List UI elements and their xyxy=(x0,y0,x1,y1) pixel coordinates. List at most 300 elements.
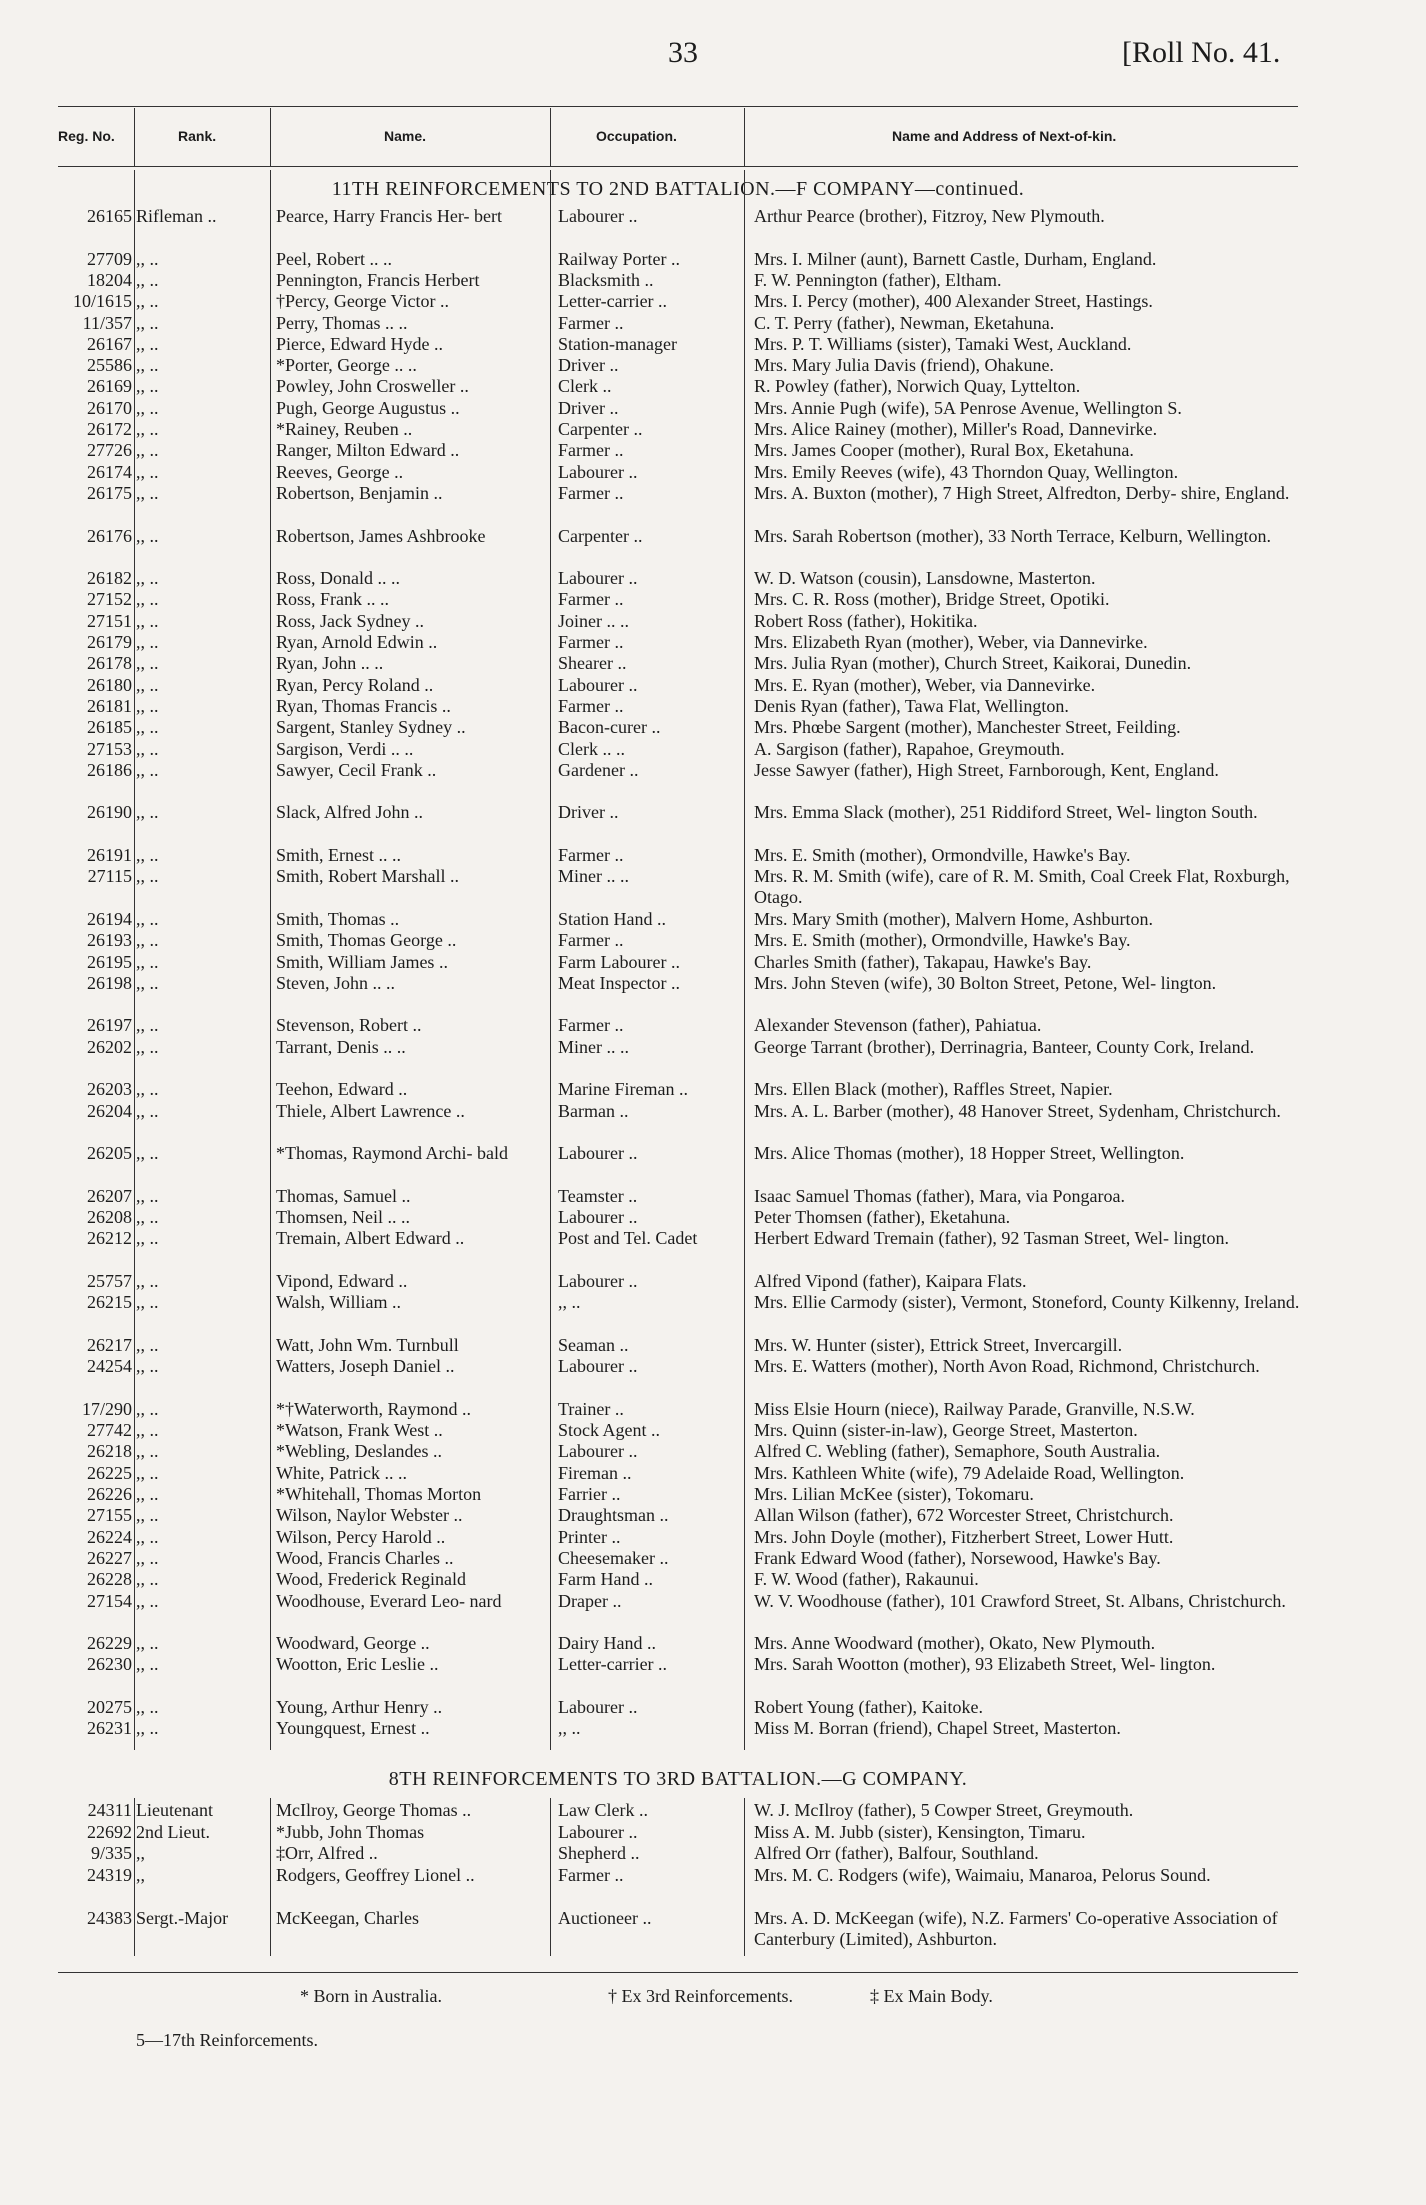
rank: ,, .. xyxy=(136,632,159,652)
footnote-rule xyxy=(58,1972,1298,1973)
occupation: Miner .. .. xyxy=(558,866,629,887)
soldier-name: *Porter, George .. .. xyxy=(276,355,417,376)
rank: ,, .. xyxy=(136,674,159,695)
soldier-name: *Whitehall, Thomas Morton xyxy=(276,1484,482,1504)
next-of-kin: Miss M. Borran (friend), Chapel Street, Masterton. xyxy=(754,1718,1121,1739)
reg-no: 26194 xyxy=(87,908,132,929)
reg-no: 26165 xyxy=(87,206,132,226)
occupation: Clerk .. .. xyxy=(558,738,625,759)
roll-number: [Roll No. 41. xyxy=(1122,36,1281,69)
column-divider xyxy=(134,170,135,1750)
reg-no: 26178 xyxy=(87,653,132,674)
reg-no: 10/1615 xyxy=(72,291,132,312)
column-divider xyxy=(134,1798,135,1956)
occupation: Letter-carrier .. xyxy=(558,1654,668,1675)
rank: ,, .. xyxy=(136,440,159,461)
next-of-kin: Alexander Stevenson (father), Pahiatua. xyxy=(754,1015,1042,1036)
soldier-name: Thiele, Albert Lawrence .. xyxy=(276,1100,465,1121)
reg-no: 26180 xyxy=(87,674,132,695)
rank: ,, .. xyxy=(136,1079,159,1100)
reg-no: 27154 xyxy=(87,1590,132,1611)
reg-no: 26228 xyxy=(87,1569,132,1590)
next-of-kin: Mrs. Ellie Carmody (sister), Vermont, Stoneford, County Kilkenny, Ireland. xyxy=(754,1292,1300,1313)
rank: ,, .. xyxy=(136,1100,159,1121)
occupation: Farrier .. xyxy=(558,1484,621,1504)
rank: ,, .. xyxy=(136,1271,159,1291)
next-of-kin: Isaac Samuel Thomas (father), Mara, via Pongaroa. xyxy=(754,1185,1126,1206)
reg-no: 26167 xyxy=(87,333,132,354)
soldier-name: Ryan, Thomas Francis .. xyxy=(276,695,451,716)
column-divider xyxy=(270,170,271,1750)
soldier-name: *Rainey, Reuben .. xyxy=(276,419,413,439)
rank: ,, xyxy=(136,1843,145,1864)
next-of-kin: George Tarrant (brother), Derrinagria, Banteer, County Cork, Ireland. xyxy=(754,1036,1255,1057)
soldier-name: Wilson, Naylor Webster .. xyxy=(276,1505,463,1526)
soldier-name: Pierce, Edward Hyde .. xyxy=(276,333,443,354)
reg-no: 26190 xyxy=(87,802,132,823)
occupation: Carpenter .. xyxy=(558,419,643,439)
next-of-kin: Arthur Pearce (brother), Fitzroy, New Plymouth. xyxy=(754,206,1105,226)
next-of-kin: Mrs. I. Milner (aunt), Barnett Castle, Durham, England. xyxy=(754,248,1157,269)
reg-no: 24254 xyxy=(87,1356,132,1377)
occupation: Draper .. xyxy=(558,1590,622,1611)
occupation: Farmer .. xyxy=(558,1015,624,1036)
next-of-kin: Mrs. Quinn (sister-in-law), George Street, Masterton. xyxy=(754,1420,1138,1441)
rank: ,, .. xyxy=(136,1143,159,1164)
reg-no: 27153 xyxy=(87,738,132,759)
next-of-kin: Mrs. A. D. McKeegan (wife), N.Z. Farmers' Co-operative Association of Canterbury (Limited), Ashburton. xyxy=(754,1908,1278,1949)
next-of-kin: Mrs. E. Ryan (mother), Weber, via Dannevirke. xyxy=(754,674,1096,695)
reg-no: 26218 xyxy=(87,1441,132,1462)
occupation: Driver .. xyxy=(558,355,619,376)
reg-no: 26172 xyxy=(87,419,132,439)
occupation: Labourer .. xyxy=(558,1697,638,1717)
soldier-name: †Percy, George Victor .. xyxy=(276,291,450,312)
reg-no: 27742 xyxy=(87,1420,132,1441)
occupation: Farmer .. xyxy=(558,632,624,652)
occupation: Labourer .. xyxy=(558,1356,638,1377)
occupation: Carpenter .. xyxy=(558,525,643,546)
rank: ,, .. xyxy=(136,972,159,993)
reg-no: 26179 xyxy=(87,632,132,652)
occupation: Draughtsman .. xyxy=(558,1505,669,1526)
reg-no: 26193 xyxy=(87,930,132,951)
rank: ,, .. xyxy=(136,589,159,610)
soldier-name: Thomas, Samuel .. xyxy=(276,1185,411,1206)
next-of-kin: Mrs. Emma Slack (mother), 251 Riddiford Street, Wel- lington South. xyxy=(754,802,1258,823)
reg-no: 26208 xyxy=(87,1207,132,1228)
reg-no: 26226 xyxy=(87,1484,132,1504)
rank: ,, .. xyxy=(136,1292,159,1313)
footnote: * Born in Australia. xyxy=(300,1986,442,2006)
soldier-name: Perry, Thomas .. .. xyxy=(276,312,408,333)
next-of-kin: Mrs. Ellen Black (mother), Raffles Street, Napier. xyxy=(754,1079,1113,1100)
reg-no: 18204 xyxy=(87,269,132,290)
occupation: Post and Tel. Cadet xyxy=(558,1228,698,1249)
reg-no: 26169 xyxy=(87,376,132,397)
soldier-name: Smith, Thomas George .. xyxy=(276,930,457,951)
rank: ,, .. xyxy=(136,1590,159,1611)
soldier-name: Rodgers, Geoffrey Lionel .. xyxy=(276,1864,475,1885)
soldier-name: Smith, Robert Marshall .. xyxy=(276,866,459,887)
soldier-name: Tarrant, Denis .. .. xyxy=(276,1036,406,1057)
soldier-name: Tremain, Albert Edward .. xyxy=(276,1228,465,1249)
occupation: Trainer .. xyxy=(558,1398,624,1419)
soldier-name: Vipond, Edward .. xyxy=(276,1271,408,1291)
occupation: ,, .. xyxy=(558,1718,581,1739)
next-of-kin: Peter Thomsen (father), Eketahuna. xyxy=(754,1207,1011,1228)
next-of-kin: Mrs. I. Percy (mother), 400 Alexander Street, Hastings. xyxy=(754,291,1153,312)
column-divider xyxy=(550,1798,551,1956)
rank: ,, .. xyxy=(136,1462,159,1483)
occupation: Labourer .. xyxy=(558,206,638,226)
occupation: Railway Porter .. xyxy=(558,248,680,269)
rank: Lieutenant xyxy=(136,1800,213,1820)
soldier-name: Steven, John .. .. xyxy=(276,972,395,993)
next-of-kin: Charles Smith (father), Takapau, Hawke's Bay. xyxy=(754,951,1092,972)
occupation: Farm Hand .. xyxy=(558,1569,653,1590)
reg-no: 27155 xyxy=(87,1505,132,1526)
column-header-occupation: Occupation. xyxy=(596,128,677,144)
occupation: Labourer .. xyxy=(558,1143,638,1164)
occupation: Law Clerk .. xyxy=(558,1800,648,1820)
rank: ,, .. xyxy=(136,269,159,290)
next-of-kin: Mrs. M. C. Rodgers (wife), Waimaiu, Manaroa, Pelorus Sound. xyxy=(754,1864,1211,1885)
reg-no: 26225 xyxy=(87,1462,132,1483)
rank: ,, .. xyxy=(136,1718,159,1739)
next-of-kin: Mrs. Kathleen White (wife), 79 Adelaide Road, Wellington. xyxy=(754,1462,1185,1483)
soldier-name: Woodward, George .. xyxy=(276,1633,430,1654)
soldier-name: Wood, Francis Charles .. xyxy=(276,1547,454,1568)
reg-no: 26195 xyxy=(87,951,132,972)
next-of-kin: Alfred C. Webling (father), Semaphore, South Australia. xyxy=(754,1441,1161,1462)
soldier-name: Youngquest, Ernest .. xyxy=(276,1718,430,1739)
reg-no: 26191 xyxy=(87,845,132,865)
soldier-name: Teehon, Edward .. xyxy=(276,1079,408,1100)
soldier-name: Ryan, Arnold Edwin .. xyxy=(276,632,438,652)
rank: ,, .. xyxy=(136,695,159,716)
next-of-kin: W. D. Watson (cousin), Lansdowne, Masterton. xyxy=(754,568,1096,589)
next-of-kin: Mrs. Sarah Wootton (mother), 93 Elizabeth Street, Wel- lington. xyxy=(754,1654,1216,1675)
header-divider xyxy=(550,108,551,166)
reg-no: 26181 xyxy=(87,695,132,716)
next-of-kin: Mrs. A. L. Barber (mother), 48 Hanover Street, Sydenham, Christchurch. xyxy=(754,1100,1281,1121)
soldier-name: Walsh, William .. xyxy=(276,1292,401,1313)
occupation: Farmer .. xyxy=(558,312,624,333)
next-of-kin: Mrs. Julia Ryan (mother), Church Street, Kaikorai, Dunedin. xyxy=(754,653,1192,674)
reg-no: 27151 xyxy=(87,610,132,631)
rank: ,, .. xyxy=(136,397,159,418)
header-divider xyxy=(744,108,745,166)
occupation: Farmer .. xyxy=(558,930,624,951)
occupation: Farmer .. xyxy=(558,1864,624,1885)
next-of-kin: Mrs. James Cooper (mother), Rural Box, Eketahuna. xyxy=(754,440,1134,461)
header-bottom-rule xyxy=(58,166,1298,167)
rank: ,, .. xyxy=(136,908,159,929)
next-of-kin: Robert Young (father), Kaitoke. xyxy=(754,1697,983,1717)
reg-no: 24311 xyxy=(87,1800,132,1820)
rank: ,, .. xyxy=(136,525,159,546)
occupation: Labourer .. xyxy=(558,1821,638,1842)
occupation: Cheesemaker .. xyxy=(558,1547,669,1568)
next-of-kin: Herbert Edward Tremain (father), 92 Tasman Street, Wel- lington. xyxy=(754,1228,1230,1249)
occupation: ,, .. xyxy=(558,1292,581,1313)
next-of-kin: Mrs. Phœbe Sargent (mother), Manchester Street, Feilding. xyxy=(754,717,1181,738)
next-of-kin: Frank Edward Wood (father), Norsewood, Hawke's Bay. xyxy=(754,1547,1161,1568)
rank: ,, .. xyxy=(136,291,159,312)
occupation: Farmer .. xyxy=(558,589,624,610)
soldier-name: Robertson, Benjamin .. xyxy=(276,482,443,503)
soldier-name: Woodhouse, Everard Leo- nard xyxy=(276,1590,502,1611)
rank: ,, .. xyxy=(136,1356,159,1377)
next-of-kin: Mrs. Sarah Robertson (mother), 33 North Terrace, Kelburn, Wellington. xyxy=(754,525,1272,546)
reg-no: 9/335 xyxy=(90,1843,132,1864)
soldier-name: Pearce, Harry Francis Her- bert xyxy=(276,206,503,226)
reg-no: 25757 xyxy=(87,1271,132,1291)
next-of-kin: Mrs. Lilian McKee (sister), Tokomaru. xyxy=(754,1484,1034,1504)
soldier-name: McKeegan, Charles xyxy=(276,1908,419,1928)
soldier-name: *Jubb, John Thomas xyxy=(276,1821,425,1842)
reg-no: 26170 xyxy=(87,397,132,418)
occupation: Auctioneer .. xyxy=(558,1908,652,1928)
reg-no: 26207 xyxy=(87,1185,132,1206)
soldier-name: Pugh, George Augustus .. xyxy=(276,397,460,418)
section-title: 8TH REINFORCEMENTS TO 3RD BATTALION.—G COMPANY. xyxy=(388,1768,968,1790)
occupation: Labourer .. xyxy=(558,461,638,482)
next-of-kin: Mrs. Mary Smith (mother), Malvern Home, Ashburton. xyxy=(754,908,1153,929)
next-of-kin: Miss Elsie Hourn (niece), Railway Parade, Granville, N.S.W. xyxy=(754,1398,1195,1419)
soldier-name: Sawyer, Cecil Frank .. xyxy=(276,759,437,780)
occupation: Farmer .. xyxy=(558,845,624,865)
occupation: Miner .. .. xyxy=(558,1036,629,1057)
next-of-kin: C. T. Perry (father), Newman, Eketahuna. xyxy=(754,312,1055,333)
occupation: Bacon-curer .. xyxy=(558,717,661,738)
occupation: Barman .. xyxy=(558,1100,629,1121)
soldier-name: Ryan, Percy Roland .. xyxy=(276,674,434,695)
soldier-name: Ranger, Milton Edward .. xyxy=(276,440,460,461)
footnote: † Ex 3rd Reinforcements. xyxy=(608,1986,793,2006)
soldier-name: Ross, Jack Sydney .. xyxy=(276,610,424,631)
soldier-name: Ross, Donald .. .. xyxy=(276,568,401,589)
header-divider xyxy=(134,108,135,166)
reg-no: 26182 xyxy=(87,568,132,589)
occupation: Driver .. xyxy=(558,397,619,418)
reg-no: 26204 xyxy=(87,1100,132,1121)
reg-no: 26185 xyxy=(87,717,132,738)
next-of-kin: Mrs. Emily Reeves (wife), 43 Thorndon Quay, Wellington. xyxy=(754,461,1179,482)
occupation: Joiner .. .. xyxy=(558,610,629,631)
occupation: Farmer .. xyxy=(558,482,624,503)
occupation: Labourer .. xyxy=(558,1207,638,1228)
soldier-name: Watt, John Wm. Turnbull xyxy=(276,1334,459,1355)
occupation: Station Hand .. xyxy=(558,908,666,929)
next-of-kin: Robert Ross (father), Hokitika. xyxy=(754,610,978,631)
reg-no: 26203 xyxy=(87,1079,132,1100)
rank: ,, .. xyxy=(136,482,159,503)
rank: ,, .. xyxy=(136,1207,159,1228)
reg-no: 26212 xyxy=(87,1228,132,1249)
column-divider xyxy=(744,1798,745,1956)
occupation: Shepherd .. xyxy=(558,1843,640,1864)
rank: ,, .. xyxy=(136,333,159,354)
next-of-kin: Alfred Vipond (father), Kaipara Flats. xyxy=(754,1271,1027,1291)
soldier-name: *Webling, Deslandes .. xyxy=(276,1441,443,1462)
soldier-name: Wootton, Eric Leslie .. xyxy=(276,1654,439,1675)
reg-no: 26174 xyxy=(87,461,132,482)
next-of-kin: Miss A. M. Jubb (sister), Kensington, Timaru. xyxy=(754,1821,1086,1842)
next-of-kin: Mrs. A. Buxton (mother), 7 High Street, Alfredton, Derby- shire, England. xyxy=(754,482,1290,503)
soldier-name: Slack, Alfred John .. xyxy=(276,802,423,823)
reg-no: 26176 xyxy=(87,525,132,546)
rank: ,, .. xyxy=(136,951,159,972)
rank: ,, .. xyxy=(136,653,159,674)
reg-no: 26227 xyxy=(87,1547,132,1568)
rank: ,, .. xyxy=(136,802,159,823)
rank: ,, .. xyxy=(136,738,159,759)
next-of-kin: Mrs. W. Hunter (sister), Ettrick Street, Invercargill. xyxy=(754,1334,1123,1355)
reg-no: 25586 xyxy=(87,355,132,376)
next-of-kin: Allan Wilson (father), 672 Worcester Street, Christchurch. xyxy=(754,1505,1174,1526)
occupation: Seaman .. xyxy=(558,1334,629,1355)
reg-no: 22692 xyxy=(87,1821,132,1842)
next-of-kin: Mrs. R. M. Smith (wife), care of R. M. Smith, Coal Creek Flat, Roxburgh, Otago. xyxy=(754,866,1290,908)
occupation: Labourer .. xyxy=(558,1271,638,1291)
soldier-name: Pennington, Francis Herbert xyxy=(276,269,480,290)
column-divider xyxy=(550,170,551,1750)
rank: ,, .. xyxy=(136,568,159,589)
soldier-name: Robertson, James Ashbrooke xyxy=(276,525,486,546)
soldier-name: Sargent, Stanley Sydney .. xyxy=(276,717,466,738)
soldier-name: ‡Orr, Alfred .. xyxy=(276,1843,378,1864)
reg-no: 24319 xyxy=(87,1864,132,1885)
page-number: 33 xyxy=(668,36,698,69)
occupation: Dairy Hand .. xyxy=(558,1633,656,1654)
reg-no: 26229 xyxy=(87,1633,132,1654)
rank: ,, .. xyxy=(136,1228,159,1249)
soldier-name: McIlroy, George Thomas .. xyxy=(276,1800,472,1820)
soldier-name: *†Waterworth, Raymond .. xyxy=(276,1398,472,1419)
soldier-name: *Watson, Frank West .. xyxy=(276,1420,443,1441)
rank: ,, .. xyxy=(136,610,159,631)
occupation: Labourer .. xyxy=(558,674,638,695)
rank: ,, .. xyxy=(136,312,159,333)
reg-no: 26197 xyxy=(87,1015,132,1036)
occupation: Marine Fireman .. xyxy=(558,1079,688,1100)
occupation: Stock Agent .. xyxy=(558,1420,660,1441)
next-of-kin: Mrs. John Steven (wife), 30 Bolton Street, Petone, Wel- lington. xyxy=(754,972,1217,993)
occupation: Teamster .. xyxy=(558,1185,638,1206)
reg-no: 26202 xyxy=(87,1036,132,1057)
next-of-kin: Mrs. Alice Thomas (mother), 18 Hopper Street, Wellington. xyxy=(754,1143,1185,1164)
soldier-name: Smith, Ernest .. .. xyxy=(276,845,401,865)
reg-no: 27152 xyxy=(87,589,132,610)
soldier-name: Smith, Thomas .. xyxy=(276,908,400,929)
header-top-rule xyxy=(58,106,1298,107)
occupation: Fireman .. xyxy=(558,1462,632,1483)
next-of-kin: Mrs. C. R. Ross (mother), Bridge Street, Opotiki. xyxy=(754,589,1110,610)
soldier-name: Stevenson, Robert .. xyxy=(276,1015,422,1036)
rank: ,, .. xyxy=(136,866,159,887)
rank: ,, .. xyxy=(136,1547,159,1568)
rank: ,, .. xyxy=(136,1185,159,1206)
column-header-name: Name. xyxy=(384,128,427,144)
rank: ,, .. xyxy=(136,1526,159,1547)
soldier-name: Ross, Frank .. .. xyxy=(276,589,390,610)
rank: ,, .. xyxy=(136,419,159,439)
rank: ,, .. xyxy=(136,355,159,376)
rank: ,, .. xyxy=(136,248,159,269)
occupation: Driver .. xyxy=(558,802,619,823)
occupation: Station-manager xyxy=(558,333,677,354)
reg-no: 26224 xyxy=(87,1526,132,1547)
rank: ,, .. xyxy=(136,1015,159,1036)
soldier-name: Thomsen, Neil .. .. xyxy=(276,1207,410,1228)
section-title: 11TH REINFORCEMENTS TO 2ND BATTALION.—F COMPANY—continued. xyxy=(331,178,1025,200)
rank: ,, .. xyxy=(136,1505,159,1526)
rank: ,, .. xyxy=(136,717,159,738)
soldier-name: Powley, John Crosweller .. xyxy=(276,376,469,397)
occupation: Printer .. xyxy=(558,1526,621,1547)
next-of-kin: R. Powley (father), Norwich Quay, Lyttelton. xyxy=(754,376,1081,397)
soldier-name: Wood, Frederick Reginald xyxy=(276,1569,467,1590)
reg-no: 27115 xyxy=(87,866,132,887)
occupation: Gardener .. xyxy=(558,759,639,780)
rank: ,, .. xyxy=(136,1654,159,1675)
next-of-kin: Jesse Sawyer (father), High Street, Farnborough, Kent, England. xyxy=(754,759,1219,780)
occupation: Farm Labourer .. xyxy=(558,951,680,972)
soldier-name: Reeves, George .. xyxy=(276,461,404,482)
reg-no: 11/357 xyxy=(82,312,132,333)
rank: Sergt.-Major xyxy=(136,1908,229,1928)
next-of-kin: F. W. Pennington (father), Eltham. xyxy=(754,269,1002,290)
soldier-name: Sargison, Verdi .. .. xyxy=(276,738,414,759)
soldier-name: Smith, William James .. xyxy=(276,951,448,972)
footnote: ‡ Ex Main Body. xyxy=(870,1986,993,2006)
occupation: Farmer .. xyxy=(558,695,624,716)
next-of-kin: Mrs. Elizabeth Ryan (mother), Weber, via Dannevirke. xyxy=(754,632,1148,652)
rank: ,, .. xyxy=(136,845,159,865)
rank: ,, .. xyxy=(136,461,159,482)
column-divider xyxy=(744,170,745,1750)
next-of-kin: W. V. Woodhouse (father), 101 Crawford Street, St. Albans, Christchurch. xyxy=(754,1590,1286,1611)
reg-no: 26205 xyxy=(87,1143,132,1164)
occupation: Letter-carrier .. xyxy=(558,291,668,312)
reg-no: 27726 xyxy=(87,440,132,461)
next-of-kin: Mrs. Anne Woodward (mother), Okato, New Plymouth. xyxy=(754,1633,1156,1654)
next-of-kin: Mrs. John Doyle (mother), Fitzherbert Street, Lower Hutt. xyxy=(754,1526,1174,1547)
rank: ,, .. xyxy=(136,376,159,397)
next-of-kin: Mrs. E. Smith (mother), Ormondville, Hawke's Bay. xyxy=(754,845,1131,865)
reg-no: 24383 xyxy=(87,1908,132,1928)
column-header-kin: Name and Address of Next-of-kin. xyxy=(892,128,1117,144)
next-of-kin: Denis Ryan (father), Tawa Flat, Wellington. xyxy=(754,695,1069,716)
rank: ,, .. xyxy=(136,1484,159,1504)
next-of-kin: W. J. McIlroy (father), 5 Cowper Street, Greymouth. xyxy=(754,1800,1134,1820)
rank: ,, .. xyxy=(136,1036,159,1057)
rank: ,, .. xyxy=(136,1398,159,1419)
occupation: Labourer .. xyxy=(558,568,638,589)
column-divider xyxy=(270,1798,271,1956)
rank: ,, .. xyxy=(136,1569,159,1590)
next-of-kin: Alfred Orr (father), Balfour, Southland. xyxy=(754,1843,1039,1864)
reg-no: 20275 xyxy=(87,1697,132,1717)
soldier-name: Watters, Joseph Daniel .. xyxy=(276,1356,455,1377)
reg-no: 26231 xyxy=(87,1718,132,1739)
next-of-kin: Mrs. Alice Rainey (mother), Miller's Road, Dannevirke. xyxy=(754,419,1158,439)
soldier-name: Peel, Robert .. .. xyxy=(276,248,392,269)
rank: ,, .. xyxy=(136,1420,159,1441)
soldier-name: Ryan, John .. .. xyxy=(276,653,384,674)
